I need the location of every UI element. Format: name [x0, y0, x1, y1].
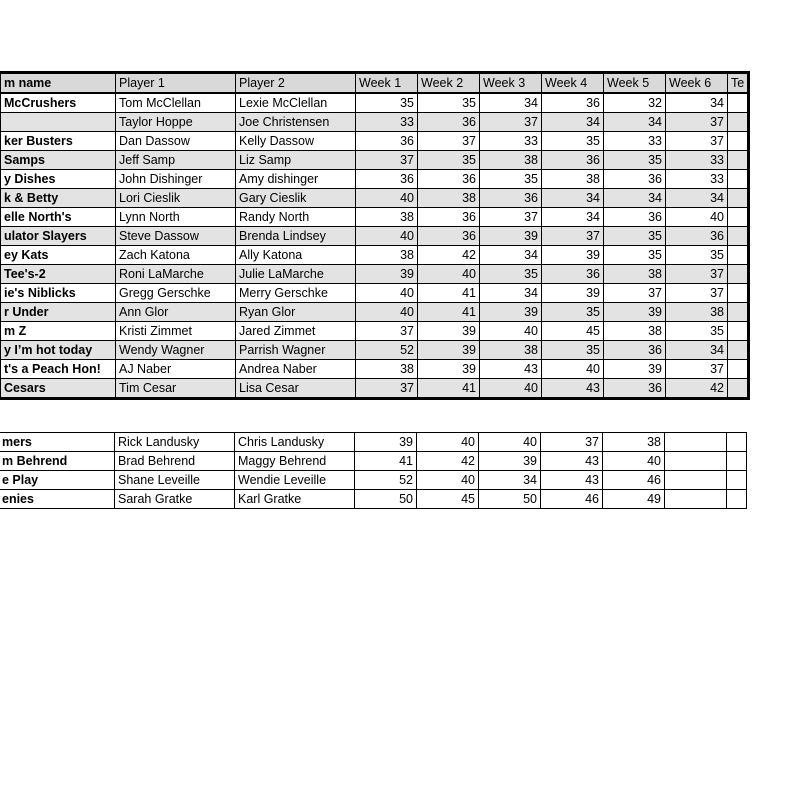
- week-4-score-cell: 34: [542, 113, 604, 132]
- week-1-score-cell: 40: [356, 284, 418, 303]
- player2-cell: Andrea Naber: [236, 360, 356, 379]
- week-6-score-cell: 34: [666, 189, 728, 208]
- total-cell: [728, 151, 749, 170]
- week-3-score-cell: 40: [480, 322, 542, 341]
- week-4-score-cell: 35: [542, 303, 604, 322]
- total-cell: [728, 132, 749, 151]
- week-3-score-cell: 40: [480, 379, 542, 399]
- week-4-score-cell: 43: [541, 452, 603, 471]
- week-2-score-cell: 41: [418, 303, 480, 322]
- week-2-score-cell: 36: [418, 113, 480, 132]
- week-3-score-cell: 36: [480, 189, 542, 208]
- week-3-score-cell: 35: [480, 265, 542, 284]
- player1-cell: Rick Landusky: [115, 433, 235, 452]
- player2-cell: Joe Christensen: [236, 113, 356, 132]
- week-5-score-cell: 35: [604, 227, 666, 246]
- total-cell: [728, 93, 749, 113]
- team-name-cell: t's a Peach Hon!: [0, 360, 116, 379]
- week-1-score-cell: 37: [356, 322, 418, 341]
- player2-cell: Chris Landusky: [235, 433, 355, 452]
- week-5-score-cell: 39: [604, 360, 666, 379]
- week-6-score-cell: 35: [666, 246, 728, 265]
- total-cell: [728, 246, 749, 265]
- player1-cell: Wendy Wagner: [116, 341, 236, 360]
- week-1-score-cell: 40: [356, 189, 418, 208]
- team-name-cell: Samps: [0, 151, 116, 170]
- team-name-cell: ey Kats: [0, 246, 116, 265]
- table-row: [0, 151, 749, 170]
- week-4-score-cell: 36: [542, 151, 604, 170]
- player1-cell: Steve Dassow: [116, 227, 236, 246]
- total-cell: [727, 452, 747, 471]
- player2-cell: Amy dishinger: [236, 170, 356, 189]
- table-row: [0, 227, 749, 246]
- total-cell: [728, 113, 749, 132]
- week-2-score-cell: 36: [418, 208, 480, 227]
- player1-cell: Sarah Gratke: [115, 490, 235, 509]
- week-4-score-cell: 38: [542, 170, 604, 189]
- table-row: [0, 113, 749, 132]
- week-2-score-cell: 36: [418, 227, 480, 246]
- table-row: [0, 433, 747, 452]
- week-4-score-cell: 34: [542, 189, 604, 208]
- week-5-score-cell: 33: [604, 132, 666, 151]
- week-5-score-cell: 36: [604, 170, 666, 189]
- week-2-score-cell: 41: [418, 284, 480, 303]
- week-6-score-cell: 33: [666, 151, 728, 170]
- total-cell: [728, 170, 749, 189]
- week-5-score-cell: 39: [604, 303, 666, 322]
- table-row: [0, 471, 747, 490]
- header-week-5: Week 5: [604, 73, 666, 94]
- week-5-score-cell: 32: [604, 93, 666, 113]
- total-cell: [728, 227, 749, 246]
- week-2-score-cell: 39: [418, 322, 480, 341]
- player2-cell: Lexie McClellan: [236, 93, 356, 113]
- player1-cell: Brad Behrend: [115, 452, 235, 471]
- week-3-score-cell: 34: [480, 93, 542, 113]
- week-4-score-cell: 37: [542, 227, 604, 246]
- week-2-score-cell: 35: [418, 151, 480, 170]
- week-1-score-cell: 38: [356, 208, 418, 227]
- week-4-score-cell: 34: [542, 208, 604, 227]
- week-3-score-cell: 39: [480, 227, 542, 246]
- week-1-score-cell: 36: [356, 170, 418, 189]
- table-row: [0, 360, 749, 379]
- total-cell: [727, 490, 747, 509]
- week-6-score-cell: 37: [666, 113, 728, 132]
- team-name-cell: elle North's: [0, 208, 116, 227]
- week-2-score-cell: 41: [418, 379, 480, 399]
- player2-cell: Maggy Behrend: [235, 452, 355, 471]
- header-week-4: Week 4: [542, 73, 604, 94]
- week-4-score-cell: 45: [542, 322, 604, 341]
- week-6-score-cell: [665, 490, 727, 509]
- week-5-score-cell: 38: [604, 322, 666, 341]
- secondary-table: [0, 432, 747, 509]
- week-4-score-cell: 43: [542, 379, 604, 399]
- week-3-score-cell: 35: [480, 170, 542, 189]
- player1-cell: Lori Cieslik: [116, 189, 236, 208]
- table-row: [0, 265, 749, 284]
- player2-cell: Ryan Glor: [236, 303, 356, 322]
- week-3-score-cell: 37: [480, 208, 542, 227]
- header-week-2: Week 2: [418, 73, 480, 94]
- header-player1: Player 1: [116, 73, 236, 94]
- week-2-score-cell: 39: [418, 341, 480, 360]
- player1-cell: Zach Katona: [116, 246, 236, 265]
- total-cell: [728, 379, 749, 399]
- team-name-cell: ulator Slayers: [0, 227, 116, 246]
- header-team: m name: [0, 73, 116, 94]
- player1-cell: Shane Leveille: [115, 471, 235, 490]
- week-2-score-cell: 35: [418, 93, 480, 113]
- week-2-score-cell: 38: [418, 189, 480, 208]
- week-6-score-cell: 35: [666, 322, 728, 341]
- header-week-1: Week 1: [356, 73, 418, 94]
- player1-cell: Ann Glor: [116, 303, 236, 322]
- week-6-score-cell: 38: [666, 303, 728, 322]
- player1-cell: John Dishinger: [116, 170, 236, 189]
- week-5-score-cell: 49: [603, 490, 665, 509]
- week-5-score-cell: 38: [604, 265, 666, 284]
- week-3-score-cell: 34: [480, 284, 542, 303]
- team-name-cell: m Z: [0, 322, 116, 341]
- week-2-score-cell: 45: [417, 490, 479, 509]
- player1-cell: AJ Naber: [116, 360, 236, 379]
- week-4-score-cell: 36: [542, 93, 604, 113]
- week-1-score-cell: 33: [356, 113, 418, 132]
- total-cell: [728, 360, 749, 379]
- team-name-cell: k & Betty: [0, 189, 116, 208]
- player2-cell: Ally Katona: [236, 246, 356, 265]
- team-name-cell: [0, 113, 116, 132]
- team-name-cell: e Play: [0, 471, 115, 490]
- team-name-cell: ker Busters: [0, 132, 116, 151]
- table-row: [0, 284, 749, 303]
- header-total: Te: [728, 73, 749, 94]
- week-1-score-cell: 37: [356, 379, 418, 399]
- week-3-score-cell: 39: [480, 303, 542, 322]
- team-name-cell: ie's Niblicks: [0, 284, 116, 303]
- player1-cell: Roni LaMarche: [116, 265, 236, 284]
- team-name-cell: y I’m hot today: [0, 341, 116, 360]
- player1-cell: Gregg Gerschke: [116, 284, 236, 303]
- player2-cell: Julie LaMarche: [236, 265, 356, 284]
- team-name-cell: r Under: [0, 303, 116, 322]
- table-row: [0, 303, 749, 322]
- total-cell: [727, 433, 747, 452]
- table-row: [0, 170, 749, 189]
- total-cell: [728, 303, 749, 322]
- total-cell: [728, 208, 749, 227]
- week-3-score-cell: 34: [480, 246, 542, 265]
- week-2-score-cell: 42: [418, 246, 480, 265]
- week-5-score-cell: 37: [604, 284, 666, 303]
- header-week-3: Week 3: [480, 73, 542, 94]
- team-name-cell: m Behrend: [0, 452, 115, 471]
- week-4-score-cell: 40: [542, 360, 604, 379]
- week-6-score-cell: [665, 471, 727, 490]
- header-player2: Player 2: [236, 73, 356, 94]
- week-5-score-cell: 34: [604, 113, 666, 132]
- week-4-score-cell: 36: [542, 265, 604, 284]
- team-name-cell: McCrushers: [0, 93, 116, 113]
- header-week-6: Week 6: [666, 73, 728, 94]
- total-cell: [727, 471, 747, 490]
- table-row: [0, 341, 749, 360]
- standings-table: [0, 71, 750, 400]
- week-3-score-cell: 34: [479, 471, 541, 490]
- week-1-score-cell: 35: [356, 93, 418, 113]
- total-cell: [728, 284, 749, 303]
- player1-cell: Taylor Hoppe: [116, 113, 236, 132]
- team-name-cell: y Dishes: [0, 170, 116, 189]
- table-row: [0, 132, 749, 151]
- week-5-score-cell: 34: [604, 189, 666, 208]
- week-2-score-cell: 37: [418, 132, 480, 151]
- player2-cell: Jared Zimmet: [236, 322, 356, 341]
- week-1-score-cell: 39: [356, 265, 418, 284]
- table-row: [0, 189, 749, 208]
- week-5-score-cell: 36: [604, 379, 666, 399]
- team-name-cell: enies: [0, 490, 115, 509]
- player1-cell: Tim Cesar: [116, 379, 236, 399]
- table-row: [0, 490, 747, 509]
- player1-cell: Lynn North: [116, 208, 236, 227]
- week-3-score-cell: 43: [480, 360, 542, 379]
- week-6-score-cell: 34: [666, 93, 728, 113]
- total-cell: [728, 322, 749, 341]
- player2-cell: Brenda Lindsey: [236, 227, 356, 246]
- table-row: [0, 322, 749, 341]
- week-6-score-cell: 40: [666, 208, 728, 227]
- week-1-score-cell: 36: [356, 132, 418, 151]
- week-6-score-cell: 34: [666, 341, 728, 360]
- player2-cell: Randy North: [236, 208, 356, 227]
- week-4-score-cell: 46: [541, 490, 603, 509]
- week-2-score-cell: 40: [417, 433, 479, 452]
- week-5-score-cell: 38: [603, 433, 665, 452]
- total-cell: [728, 189, 749, 208]
- player2-cell: Karl Gratke: [235, 490, 355, 509]
- week-3-score-cell: 38: [480, 341, 542, 360]
- total-cell: [728, 265, 749, 284]
- table-row: [0, 246, 749, 265]
- week-2-score-cell: 40: [418, 265, 480, 284]
- player2-cell: Parrish Wagner: [236, 341, 356, 360]
- player1-cell: Dan Dassow: [116, 132, 236, 151]
- week-3-score-cell: 33: [480, 132, 542, 151]
- week-1-score-cell: 52: [355, 471, 417, 490]
- team-name-cell: Tee's-2: [0, 265, 116, 284]
- week-1-score-cell: 38: [356, 246, 418, 265]
- week-1-score-cell: 40: [356, 303, 418, 322]
- table-row: [0, 93, 749, 113]
- week-4-score-cell: 43: [541, 471, 603, 490]
- week-6-score-cell: [665, 433, 727, 452]
- week-3-score-cell: 37: [480, 113, 542, 132]
- week-2-score-cell: 42: [417, 452, 479, 471]
- week-6-score-cell: 37: [666, 360, 728, 379]
- week-5-score-cell: 35: [604, 151, 666, 170]
- week-5-score-cell: 46: [603, 471, 665, 490]
- week-2-score-cell: 36: [418, 170, 480, 189]
- week-1-score-cell: 41: [355, 452, 417, 471]
- week-1-score-cell: 50: [355, 490, 417, 509]
- week-6-score-cell: 37: [666, 132, 728, 151]
- player2-cell: Gary Cieslik: [236, 189, 356, 208]
- player2-cell: Kelly Dassow: [236, 132, 356, 151]
- week-1-score-cell: 52: [356, 341, 418, 360]
- player1-cell: Kristi Zimmet: [116, 322, 236, 341]
- week-5-score-cell: 40: [603, 452, 665, 471]
- total-cell: [728, 341, 749, 360]
- player2-cell: Lisa Cesar: [236, 379, 356, 399]
- week-6-score-cell: 36: [666, 227, 728, 246]
- week-3-score-cell: 40: [479, 433, 541, 452]
- week-1-score-cell: 38: [356, 360, 418, 379]
- week-5-score-cell: 35: [604, 246, 666, 265]
- team-name-cell: Cesars: [0, 379, 116, 399]
- header-row: [0, 73, 749, 94]
- table-row: [0, 452, 747, 471]
- week-4-score-cell: 39: [542, 284, 604, 303]
- week-6-score-cell: [665, 452, 727, 471]
- week-6-score-cell: 42: [666, 379, 728, 399]
- week-1-score-cell: 40: [356, 227, 418, 246]
- week-5-score-cell: 36: [604, 341, 666, 360]
- week-4-score-cell: 35: [542, 132, 604, 151]
- week-3-score-cell: 39: [479, 452, 541, 471]
- table-row: [0, 208, 749, 227]
- week-3-score-cell: 50: [479, 490, 541, 509]
- week-6-score-cell: 37: [666, 284, 728, 303]
- week-2-score-cell: 39: [418, 360, 480, 379]
- week-1-score-cell: 39: [355, 433, 417, 452]
- player2-cell: Wendie Leveille: [235, 471, 355, 490]
- week-4-score-cell: 35: [542, 341, 604, 360]
- player1-cell: Jeff Samp: [116, 151, 236, 170]
- week-4-score-cell: 39: [542, 246, 604, 265]
- week-4-score-cell: 37: [541, 433, 603, 452]
- team-name-cell: mers: [0, 433, 115, 452]
- week-3-score-cell: 38: [480, 151, 542, 170]
- player2-cell: Merry Gerschke: [236, 284, 356, 303]
- table-row: [0, 379, 749, 399]
- week-6-score-cell: 37: [666, 265, 728, 284]
- week-6-score-cell: 33: [666, 170, 728, 189]
- player1-cell: Tom McClellan: [116, 93, 236, 113]
- week-5-score-cell: 36: [604, 208, 666, 227]
- player2-cell: Liz Samp: [236, 151, 356, 170]
- week-2-score-cell: 40: [417, 471, 479, 490]
- week-1-score-cell: 37: [356, 151, 418, 170]
